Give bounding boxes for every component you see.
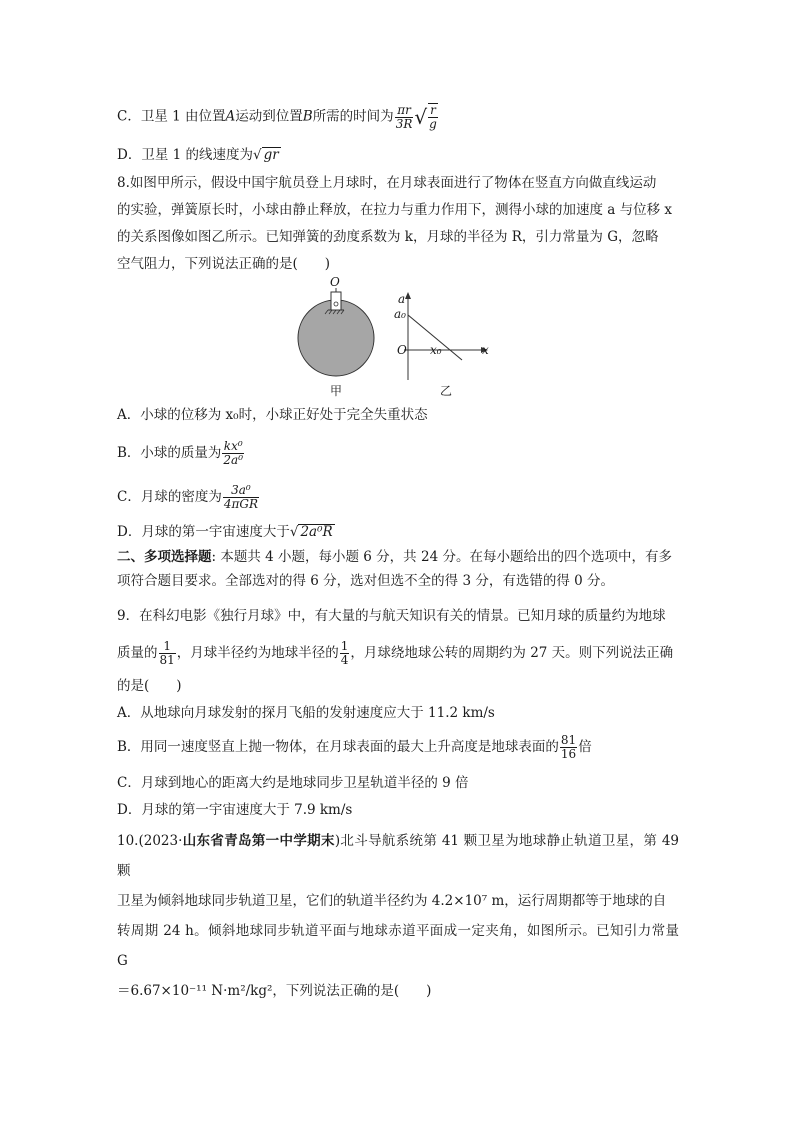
fraction: $\frac{\text{3a⁰}}{\text{4πGR}}$ [223, 483, 258, 511]
q9-option-a: A．从地球向月球发射的探月飞船的发射速度应大于 11.2 km/s [117, 705, 495, 721]
fraction: $\frac{1}{81}$ [159, 639, 175, 667]
spring-housing [331, 292, 341, 310]
moon-circle [298, 300, 374, 376]
q9-option-d: D．月球的第一宇宙速度大于 7.9 km/s [117, 802, 353, 818]
q8-stem: 8.如图甲所示，假设中国宇航员登上月球时，在月球表面进行了物体在竖直方向做直线运动 的实验，弹簧原长时，小球由静止释放，在拉力与重力作用下，测得小球的加速度 a 与位移 x 的关系图像如图乙所示。已知弹簧的劲度系数为 k，月球的半径为 R，引力常量为 G，忽略 空气阻力，下列说法正确的是( ) [117, 175, 673, 272]
q8-option-d: D．月球的第一宇宙速度大于√ 2a⁰R [117, 524, 333, 540]
q7-option-c: C．卫星 1 由位置A运动到位置B所需的时间为 $\frac{\pi r}{3R}$ √ $\frac{r}{g}$ [117, 102, 437, 131]
q8-option-b: B．小球的质量为 $\frac{\text{kx⁰}}{\text{2a⁰}}$ [117, 439, 244, 467]
q9-line-3: 的是( ) [117, 678, 182, 694]
q9-option-b: B．用同一速度竖直上抛一物体，在月球表面的最大上升高度是地球表面的 $\frac{81}{16}$ 倍 [117, 733, 592, 761]
q9-line-1: 9．在科幻电影《独行月球》中，有大量的与航天知识有关的情景。已知月球的质量约为地球 [117, 608, 666, 624]
q7-option-d: D．卫星 1 的线速度为√ gr [117, 147, 279, 163]
q8-option-c: C．月球的密度为 $\frac{\text{3a⁰}}{\text{4πGR}}$ [117, 483, 258, 511]
q8-option-a: A．小球的位移为 x₀时，小球正好处于完全失重状态 [117, 407, 428, 423]
q9-option-c: C．月球到地心的距离大约是地球同步卫星轨道半径的 9 倍 [117, 775, 469, 791]
fraction: $\frac{\pi r}{3R}$ [395, 102, 413, 131]
fraction: $\frac{81}{16}$ [560, 733, 577, 761]
q10-stem: 10.(2023·山东省青岛第一中学期末)北斗导航系统第 41 颗卫星为地球静止轨道卫星，第 49 颗 卫星为倾斜地球同步轨道卫星，它们的轨道半径约为 4.2×10⁷ m，运行周期都等于地球的自 转周期 24 h。倾斜地球同步轨道平面与地球赤道平面成一定夹角，如图所示。已知引力常量 G ＝6.67×10⁻¹¹ N·m²/kg²，下列说法正确的是( ) [117, 833, 680, 999]
q8-figure: O a a₀ O x₀ x 甲 乙 [296, 280, 506, 400]
fraction: $\frac{r}{g}$ [429, 103, 437, 131]
q9-line-2: 质量的 $\frac{1}{81}$ ，月球半径约为地球半径的 $\frac{1}{4}$ ，月球绕地球公转的周期约为 27 天。则下列说法正确 [117, 639, 674, 667]
section-2-instructions: 二、多项选择题: 本题共 4 小题，每小题 6 分，共 24 分。在每小题给出的四个选项中，有多 项符合题目要求。全部选对的得 6 分，选对但选不全的得 3 分，有选错的得 0 分。 [117, 549, 672, 589]
fraction: $\frac{1}{4}$ [340, 639, 349, 667]
fraction: $\frac{\text{kx⁰}}{\text{2a⁰}}$ [223, 439, 244, 467]
